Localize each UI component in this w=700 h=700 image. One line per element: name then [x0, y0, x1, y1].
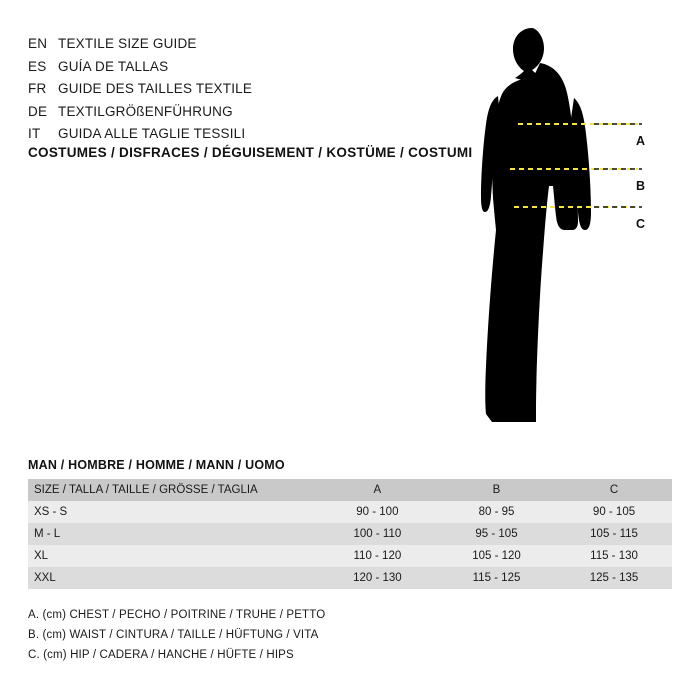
language-list: [28, 33, 358, 146]
body-figure: [470, 20, 680, 440]
language-label: GUIDE DES TAILLES TEXTILE: [58, 81, 253, 96]
language-row-fr: [28, 78, 358, 101]
language-code: FR: [28, 81, 47, 96]
cell-size: XL: [28, 545, 318, 567]
cell-chest: 120 - 130: [318, 567, 437, 589]
table-title: MAN / HOMBRE / HOMME / MANN / UOMO: [28, 458, 285, 472]
cell-hip: 115 - 130: [556, 545, 672, 567]
cell-waist: 95 - 105: [437, 523, 556, 545]
language-row-es: [28, 56, 358, 79]
legend-hip: C. (cm) HIP / CADERA / HANCHE / HÜFTE / HIPS: [28, 649, 294, 661]
size-table: [28, 479, 672, 589]
cell-hip: 105 - 115: [556, 523, 672, 545]
cell-waist: 105 - 120: [437, 545, 556, 567]
cell-chest: 90 - 100: [318, 501, 437, 523]
cell-size: M - L: [28, 523, 318, 545]
language-code: EN: [28, 36, 48, 51]
language-label: TEXTILGRÖßENFÜHRUNG: [58, 103, 233, 119]
cell-size: XS - S: [28, 501, 318, 523]
table-header: [28, 479, 672, 501]
cell-waist: 80 - 95: [437, 501, 556, 523]
language-row-it: [28, 123, 358, 146]
language-label: TEXTILE SIZE GUIDE: [58, 36, 197, 51]
column-header-a: A: [318, 479, 437, 501]
table-row: [28, 501, 672, 523]
male-silhouette-icon: [470, 20, 680, 440]
column-header-c: C: [556, 479, 672, 501]
size-table-section: [28, 458, 672, 589]
measure-label-c: C: [636, 217, 646, 231]
language-row-en: [28, 33, 358, 56]
cell-chest: 100 - 110: [318, 523, 437, 545]
table-row: [28, 545, 672, 567]
column-header-size: SIZE / TALLA / TAILLE / GRÖSSE / TAGLIA: [28, 479, 318, 501]
table-header-row: [28, 479, 672, 501]
language-label: GUÍA DE TALLAS: [58, 58, 169, 74]
cell-hip: 90 - 105: [556, 501, 672, 523]
cell-chest: 110 - 120: [318, 545, 437, 567]
measure-label-a: A: [636, 134, 646, 148]
cell-waist: 115 - 125: [437, 567, 556, 589]
language-label: GUIDA ALLE TAGLIE TESSILI: [58, 126, 246, 141]
measurement-legend: [28, 605, 628, 665]
measure-label-b: B: [636, 179, 646, 193]
table-row: [28, 567, 672, 589]
cell-hip: 125 - 135: [556, 567, 672, 589]
language-code: IT: [28, 126, 41, 141]
language-code: ES: [28, 58, 47, 74]
table-body: [28, 501, 672, 589]
category-line: COSTUMES / DISFRACES / DÉGUISEMENT / KOSTÜME / COSTUMI: [28, 145, 473, 160]
legend-waist: B. (cm) WAIST / CINTURA / TAILLE / HÜFTUNG / VITA: [28, 629, 319, 641]
table-row: [28, 523, 672, 545]
language-code: DE: [28, 103, 48, 119]
language-row-de: [28, 101, 358, 124]
legend-chest: A. (cm) CHEST / PECHO / POITRINE / TRUHE / PETTO: [28, 609, 326, 621]
column-header-b: B: [437, 479, 556, 501]
cell-size: XXL: [28, 567, 318, 589]
